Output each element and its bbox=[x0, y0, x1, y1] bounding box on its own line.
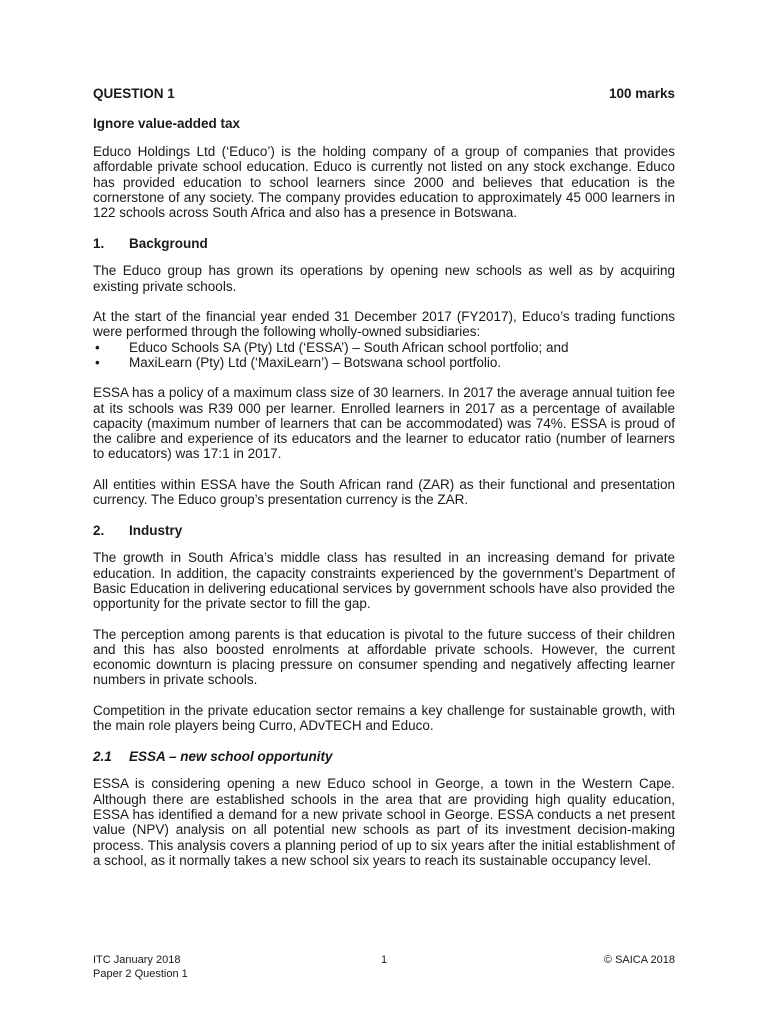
footer-exam-date: ITC January 2018 bbox=[93, 954, 181, 966]
section-2-number: 2. bbox=[93, 523, 105, 539]
section-2-1-heading bbox=[93, 748, 675, 766]
section-2-title: Industry bbox=[129, 523, 183, 539]
document-page bbox=[93, 84, 675, 868]
section-1-number: 1. bbox=[93, 236, 105, 252]
section-2-paragraph-1: The growth in South Africa’s middle class has resulted in an increasing demand for private education. In addition, the capacity constraints experienced by the government’s Department of Basic Education in delivering educational services by government schools have also provided the opportunity for the private sector to fill the gap. bbox=[93, 550, 675, 612]
footer-paper-reference: Paper 2 Question 1 bbox=[93, 968, 188, 980]
subsidiaries-list bbox=[93, 340, 675, 371]
section-2-heading bbox=[93, 522, 675, 540]
section-1-paragraph-3: ESSA has a policy of a maximum class size of 30 learners. In 2017 the average annual tuition fee at its schools was R39 000 per learner. Enrolled learners in 2017 as a percentage of available capacity (maximum number of learners that can be accommodated) was 74%. ESSA is proud of the calibre and experience of its educators and the learner to educator ratio (number of learners to educators) was 17:1 in 2017. bbox=[93, 385, 675, 462]
page-footer bbox=[93, 953, 675, 981]
list-item: • MaxiLearn (Pty) Ltd (‘MaxiLearn’) – Botswana school portfolio. bbox=[95, 354, 502, 370]
question-marks: 100 marks bbox=[608, 86, 675, 101]
footer-copyright: © SAICA 2018 bbox=[603, 954, 675, 966]
list-item: • Educo Schools SA (Pty) Ltd (‘ESSA’) – South African school portfolio; and bbox=[95, 339, 569, 355]
section-2-1-number: 2.1 bbox=[93, 749, 112, 765]
page-number: 1 bbox=[380, 954, 388, 966]
section-2-1-paragraph-1: ESSA is considering opening a new Educo school in George, a town in the Western Cape. Although there are established schools in the area that are providing high quality education, ESSA has identified a demand for a new private school in George. ESSA conducts a net present value (NPV) analysis on all potential new schools as part of its investment decision-making process. This analysis covers a planning period of up to six years after the initial establishment of a school, as it normally takes a new school six years to reach its sustainable occupancy level. bbox=[93, 776, 675, 868]
section-1-title: Background bbox=[129, 236, 208, 252]
bullet-icon: • bbox=[95, 339, 100, 355]
intro-paragraph: Educo Holdings Ltd (‘Educo’) is the holding company of a group of companies that provides affordable private school education. Educo is currently not listed on any stock exchange. Educo has provided education to school learners since 2000 and believes that education is the cornerstone of any society. The company provides education to approximately 45 000 learners in 122 schools across South Africa and also has a presence in Botswana. bbox=[93, 144, 675, 221]
vat-note: Ignore value-added tax bbox=[93, 116, 241, 131]
question-title: QUESTION 1 bbox=[93, 86, 175, 101]
section-1-paragraph-2: At the start of the financial year ended 31 December 2017 (FY2017), Educo’s trading functions were performed through the following wholly-owned subsidiaries: bbox=[93, 309, 675, 340]
section-2-paragraph-3: Competition in the private education sector remains a key challenge for sustainable growth, with the main role players being Curro, ADvTECH and Educo. bbox=[93, 702, 675, 734]
section-2-1-title: ESSA – new school opportunity bbox=[129, 749, 333, 765]
section-2-paragraph-2: The perception among parents is that education is pivotal to the future success of their children and this has also boosted enrolments at affordable private schools. However, the current economic downturn is placing pressure on consumer spending and negatively affecting learner numbers in private schools. bbox=[93, 626, 675, 688]
bullet-icon: • bbox=[95, 354, 100, 370]
section-1-paragraph-1: The Educo group has grown its operations by opening new schools as well as by acquiring existing private schools. bbox=[93, 263, 675, 294]
question-header bbox=[93, 84, 675, 104]
section-1-paragraph-4: All entities within ESSA have the South African rand (ZAR) as their functional and presentation currency. The Educo group’s presentation currency is the ZAR. bbox=[93, 476, 675, 508]
section-1-heading bbox=[93, 235, 675, 253]
